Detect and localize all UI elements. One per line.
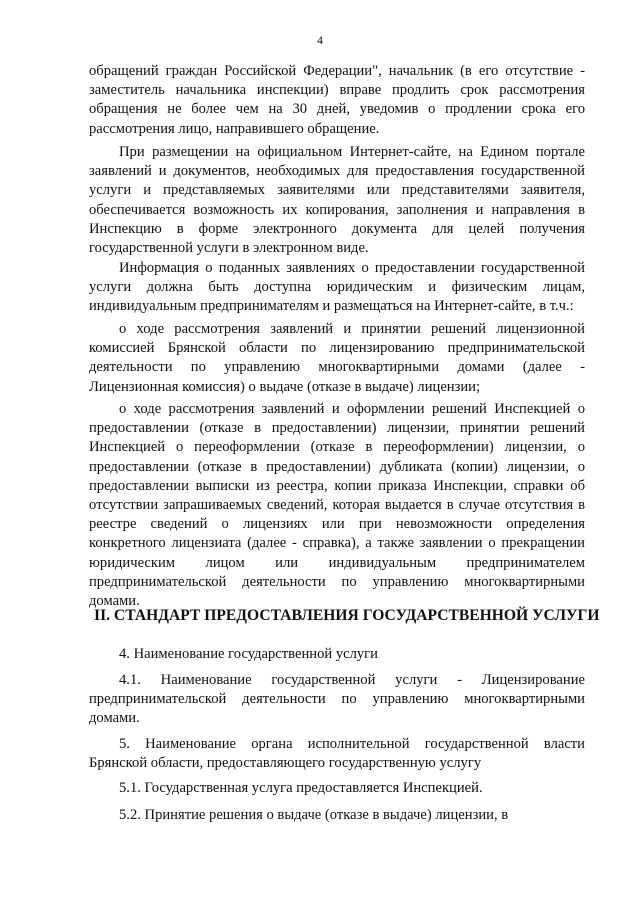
paragraph-appeals-term: обращений граждан Российской Федерации", начальник (в его отсутствие - заместитель начальника инспекции) вправе продлить срок рассмотрения обращения не более чем на 30 дней, уведомив о продлении срока его рассмотрения лицо, направившего обращение. — [89, 63, 585, 137]
paragraph-inspection-decisions: о ходе рассмотрения заявлений и оформлении решений Инспекцией о предоставлении (отказе в предоставлении) лицензии, принятии решений Инспекцией о переоформлении (отказе в переоформлении) лицензии, о предоставлении (отказе в предоставлении) дубликата (копии) лицензии, о предоставлении выписки из реестра, копии приказа Инспекции, справки об отсутствии запрашиваемых сведений, которая выдается в случае отсутствия в реестре сведений о лицензиях или при невозможности определения конкретного лицензиата (далее - справка), а также заявлении о прекращении юридическим лицом или индивидуальным предпринимателем предпринимательской деятельности по управлению многоквартирными домами. — [89, 401, 585, 610]
paragraph-service-name: 4.1. Наименование государственной услуги - Лицензирование предпринимательской деятельности по управлению многоквартирными домами. — [89, 672, 585, 727]
paragraph-service-name-title: 4. Наименование государственной услуги — [119, 646, 378, 662]
paragraph-service-provider: 5.1. Государственная услуга предоставляется Инспекцией. — [119, 780, 483, 796]
paragraph-internet-site: При размещении на официальном Интернет-сайте, на Едином портале заявлений и документов, необходимых для предоставления государственной услуги и представляемых заявителями или представителями заявителя, обеспечивается возможность их копирования, заполнения и направления в Инспекцию в форме электронного документа для целей получения государственной услуги в электронном виде. — [89, 144, 585, 257]
paragraph-licensing-commission: о ходе рассмотрения заявлений и принятии решений лицензионной комиссией Брянской области по лицензированию предпринимательской деятельности по управлению многоквартирными домами (далее - Лицензионная комиссия) о выдаче (отказе в выдаче) лицензии; — [89, 321, 585, 395]
paragraph-decision: 5.2. Принятие решения о выдаче (отказе в выдаче) лицензии, в — [119, 807, 509, 823]
paragraph-authority-name: 5. Наименование органа исполнительной государственной власти Брянской области, предоставляющего государственную услугу — [89, 736, 585, 772]
paragraph-application-info: Информация о поданных заявлениях о предоставлении государственной услуги должна быть доступна юридическим и физическим лицам, индивидуальным предпринимателям и размещаться на Интернет-сайте, в т.ч.: — [89, 260, 585, 315]
section-heading: II. СТАНДАРТ ПРЕДОСТАВЛЕНИЯ ГОСУДАРСТВЕННОЙ УСЛУГИ — [94, 607, 600, 624]
page-number: 4 — [317, 33, 323, 47]
